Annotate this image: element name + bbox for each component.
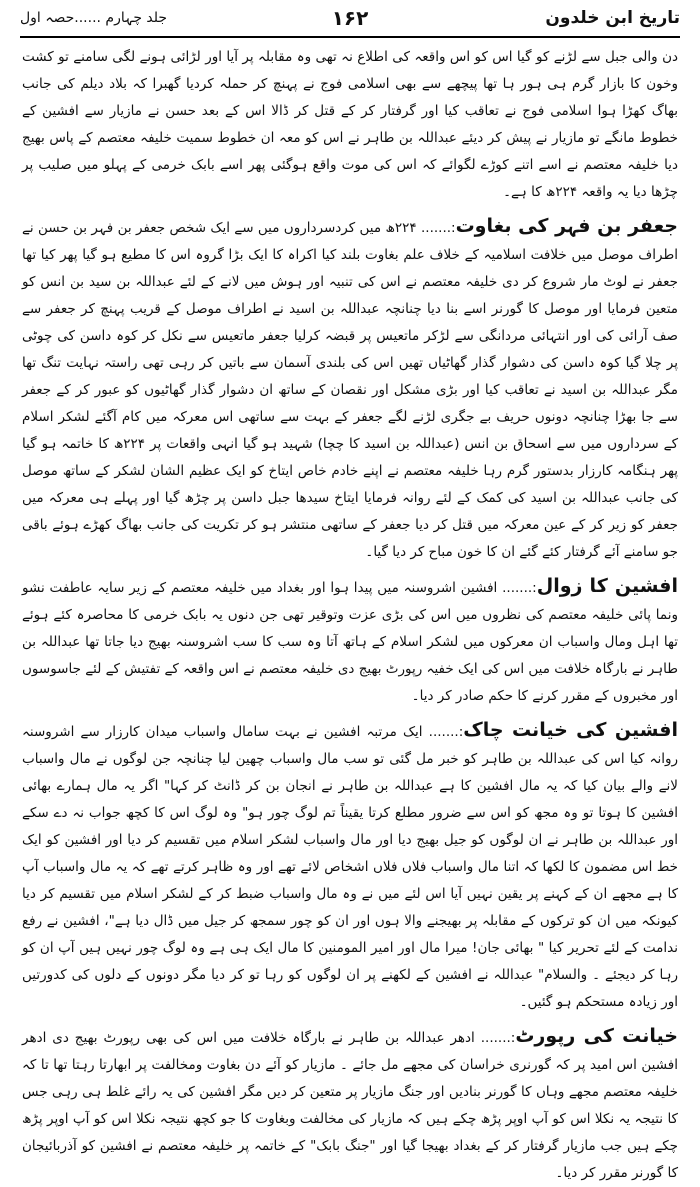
intro-paragraph: دن والی جبل سے لڑنے کو گیا اس کو اس واقعہ کی اطلاع نہ تھی وہ مقابلہ پر آیا اور لڑائی ہونے لگی سامنے تو کشت وخون کا بازار گرم ہی ہور ہا تھا پیچھے سے بھی اسلامی فوج نے پہنچ کر حملہ کردیا گھبرا کہ بلاد دیلم کی جانب بھاگ کھڑا ہوا اسلامی فوج نے تعاقب کیا اور گرفتار کر کے قتل کر ڈالا اس کے بعد حسن نے مازیار سے افشین کے خطوط مانگے تو مازیار نے پیش کر دیئے عبداللہ بن طاہر نے اس کو معہ ان خطوط سمیت خلیفہ معتصم کے پاس بھیج دیا خلیفہ معتصم نے اسے اتنے کوڑے لگوائے کہ اس کی موت واقع ہوگئی پھر اسے بابک خرمی کے پہلو میں صلیب پر چڑھا دیا یہ واقعہ ۲۲۴ھ کا ہے۔ bbox=[22, 49, 678, 200]
section-body: ایک مرتبہ افشین نے بہت سامال واسباب میدان کارزار سے اشروسنہ روانہ کیا اس کی عبداللہ بن طاہر کو خبر مل گئی تو سب مال واسباب چھین لیا چنانچہ جن لوگوں نے مال واسباب لانے والے بیان کیا کہ یہ مال افشین کا ہے عبداللہ بن طاہر نے انجان بن کر ڈانٹ کر کہا" اگر یہ مال ہمارے بھائی افشین کا ہوتا تو وہ مجھ کو اس سے ضرور مطلع کرتا یقیناً تم لوگ چور ہو" وہ لوگ اس کا کچھ جواب نہ دے سکے اور عبداللہ بن طاہر نے ان لوگوں کو جیل بھیج دیا اور مال واسباب لشکر اسلام میں تقسیم کر دیا اور افشین کو ایک خط اس مضمون کا لکھا کہ اتنا مال واسباب فلاں فلاں اشخاص لائے تھے اور وہ ظاہر کرتے تھے کہ یہ مال واسباب آپ کا ہے مجھے ان کے کہنے پر یقین نہیں آیا اس لئے میں نے وہ مال واسباب ضبط کر کے لشکر اسلام میں تقسیم کر دیا کیونکہ میں ان کو ترکوں کے مقابلہ پر بھیجنے والا ہوں اور ان کو چور سمجھ کر جیل میں ڈال دیا ہے"، افشین نے رفع ندامت کے لئے تحریر کیا " بھائی جان! میرا مال اور امیر المومنین کا مال ایک ہی ہے وہ لوگ چور نہیں ہیں آپ ان کو رہا کر دیجئے ۔ والسلام" عبداللہ نے افشین کے لکھنے پر ان لوگوں کو رہا تو کر دیا مگر دونوں کے دلوں کی کدورتیں اور زیادہ مستحکم ہو گئیں۔ bbox=[22, 724, 678, 1010]
section-heading: افشین کا زوال bbox=[536, 575, 678, 597]
section-body: ادھر عبداللہ بن طاہر نے بارگاہ خلافت میں اس کی بھی رپورٹ بھیج دی ادھر افشین اس امید پر کہ گورنری خراسان کی مجھے مل جائے ۔ مازیار کو آئے دن بغاوت ومخالفت پر ابھارتا رہتا تھا تا کہ خلیفہ معتصم مجھے وہاں کا گورنر بنادیں اور جنگ مازیار پر متعین کر دیں مگر افشین کی یہ رائے غلط ہی رہی جس کا نتیجہ یہ نکلا اس کو آپ اوپر پڑھ چکے ہیں کہ مازیار کی مخالفت وبغاوت کا جو کچھ نتیجہ نکلا اس کو آپ اوپر پڑھ چکے ہیں جب مازیار گرفتار کر کے بغداد بھیجا گیا اور "جنگ بابک" کے خاتمہ پر خلیفہ معتصم نے افشین کو آذربائیجان کا گورنر مقرر کر دیا۔ bbox=[22, 1030, 678, 1181]
heading-dots: :....... bbox=[428, 724, 464, 740]
page-number: ۱۶۲ bbox=[331, 6, 369, 30]
section-afshin-decline bbox=[22, 573, 678, 710]
heading-dots: :....... bbox=[421, 220, 456, 236]
section-jafar-revolt bbox=[22, 213, 678, 566]
section-heading: افشین کی خیانت چاک bbox=[463, 719, 679, 741]
section-body: ۲۲۴ھ میں کردسرداروں میں سے ایک شخص جعفر بن فہر بن حسن نے اطراف موصل میں خلافت اسلامیہ کے خلاف علم بغاوت بلند کیا اکراہ کا ایک بڑا گروہ اس کا مطیع ہو گیا پھر کیا تھا جعفر نے لوٹ مار شروع کر دی خلیفہ معتصم نے اس کی تنبیہ اور ہوش میں لانے کے لئے عبداللہ بن سید بن انس کو متعین فرمایا اور موصل کا گورنر اسے بنا دیا چنانچہ عبداللہ بن اسید نے اطراف موصل کے قریب پہنچ کر جعفر سے صف آرائی کی اور انتہائی مردانگی سے لڑکر ماتعیس پر قبضہ کرلیا جعفر ماتعیس سے نکل کر کوہ داسن کی چوٹی پر چلا گیا کوہ داسن کی دشوار گذار گھاٹیاں تھیں اس کی بلندی آسمان سے باتیں کر رہی تھی راستہ نہایت تنگ تھا مگر عبداللہ بن اسید نے تعاقب کیا اور بڑی مشکل اور نقصان کے ساتھ ان دشوار گذار گھاٹیوں کو عبور کر کے جعفر سے جا بھڑا چنانچہ دونوں حریف بے جگری لڑنے لگے جعفر کے بہت سے ساتھی اس معرکہ میں کام آگئے لشکر اسلام کے سرداروں میں سے اسحاق بن انس (عبداللہ بن اسید کا چچا) شہید ہو گیا انہی واقعات پر ۲۲۴ھ کا خاتمہ ہو گیا پھر ہنگامہ کارزار بدستور گرم رہا خلیفہ معتصم نے اپنے خادم خاص ایتاخ کو ایک عظیم الشان لشکر کے ساتھ موصل کی جانب عبداللہ بن اسید کی کمک کے لئے روانہ فرمایا ایتاخ سیدھا جبل داسن پر چڑھ گیا اور پہلے ہی معرکہ میں جعفر کو زیر کر کے عین معرکہ میں قتل کر دیا جعفر کے ساتھی منتشر ہو کر تکریت کی جانب بھاگ کھڑے ہوئے باقی جو سامنے آئے گرفتار کئے گئے ان کا خون مباح کر دیا گیا۔ bbox=[22, 220, 678, 560]
page-body bbox=[22, 44, 679, 1181]
section-heading: جعفر بن فہر کی بغاوت bbox=[455, 215, 678, 237]
running-header bbox=[20, 6, 680, 38]
section-heading: خیانت کی رپورٹ bbox=[515, 1025, 678, 1047]
volume-label: جلد چہارم ......حصہ اول bbox=[20, 10, 168, 26]
book-title: تاریخ ابن خلدون bbox=[545, 8, 680, 28]
section-afshin-betrayal-exposed bbox=[22, 717, 678, 1016]
section-body: افشین اشروسنہ میں پیدا ہوا اور بغداد میں خلیفہ معتصم کے زیر سایہ عاطفت نشو ونما پائی خلیفہ معتصم کی نظروں میں اس کی بڑی عزت وتوقیر تھی جن دنوں یہ بابک خرمی کا محاصرہ کئے ہوئے تھا اہل ومال واسباب ان معرکوں میں لشکر اسلام کے ہاتھ آتا وہ سب کا سب اشروسنہ بھیج دیا جاتا تھا عبداللہ بن طاہر نے بارگاہ خلافت میں اس کی ایک خفیہ رپورٹ بھیج دی خلیفہ معتصم نے اس واقعہ کے تفتیش کے لئے جاسوسوں اور مخبروں کے مقرر کرنے کا حکم صادر کر دیا۔ bbox=[22, 580, 678, 704]
heading-dots: :....... bbox=[502, 580, 537, 596]
section-betrayal-report bbox=[22, 1023, 678, 1187]
heading-dots: :....... bbox=[480, 1030, 516, 1046]
